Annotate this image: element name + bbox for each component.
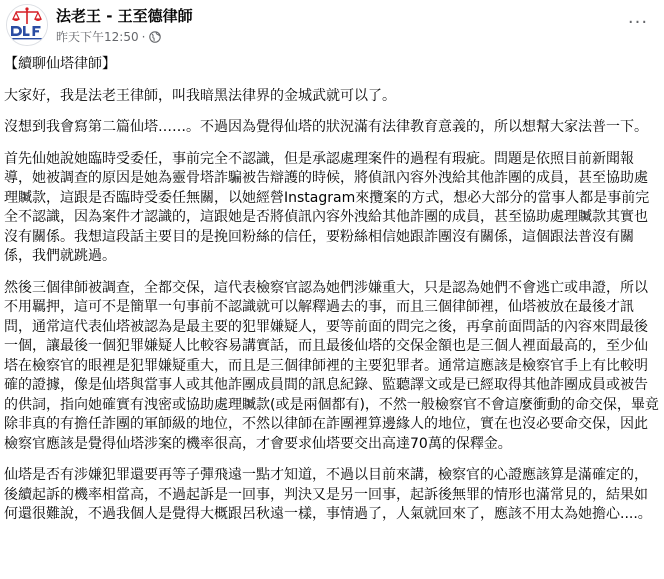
globe-icon [149, 31, 161, 43]
post-timestamp[interactable]: 昨天下午12:50 [56, 30, 139, 44]
author-name[interactable]: 法老王 - 王至德律師 [56, 7, 193, 25]
post-meta [56, 28, 161, 45]
more-options-icon[interactable]: ··· [627, 11, 649, 33]
post-paragraph: 【續聊仙塔律師】 [4, 56, 116, 72]
post-paragraph: 仙塔是否有涉嫌犯罪還要再等子彈飛遠一點才知道，不過以目前來講，檢察官的心證應該算是滿確定的，後續起訴的機率相當高，不過起訴是一回事，判決又是另一回事，起訴後無罪的情形也滿常見的，結果如何還很難說，不過我個人是覺得大概跟呂秋遠一樣，事情過了，人氣就回來了，應該不用太為她擔心....。 [4, 467, 652, 522]
scales-of-justice-logo [7, 5, 47, 45]
post-header [0, 0, 664, 52]
meta-separator: · [141, 29, 146, 44]
post-paragraph: 首先仙她說她臨時受委任，事前完全不認識，但是承認處理案件的過程有瑕疵。問題是依照目前新聞報導，她被調查的原因是她為靈骨塔詐騙被告辯護的時候，將偵訊內容外洩給其他詐團的成員，甚至協助處理贓款，這跟是否臨時受委任無關，以她經營Instagram來攬案的方式，想必大部分的當事人都是事前完全不認識，因為案件才認識的，這跟她是否將偵訊內容外洩給其他詐團的成員，甚至協助處理贓款其實也沒有關係。我想這段話主要目的是挽回粉絲的信任，要粉絲相信她跟詐團沒有關係，這個跟法普沒有關係，我們就跳過。 [4, 150, 650, 264]
avatar[interactable] [6, 4, 48, 46]
post-paragraph: 大家好，我是法老王律師，叫我暗黑法律界的金城武就可以了。 [4, 87, 396, 104]
post-paragraph: 然後三個律師被調查，全都交保，這代表檢察官認為她們涉嫌重大，只是認為她們不會逃亡或串證，所以不用羈押，這可不是簡單一句事前不認識就可以解釋過去的事，而且三個律師裡，仙塔被放在最後才訊問，通常這代表仙塔被認為是最主要的犯罪嫌疑人，要等前面的問完之後，再拿前面問話的內容來問最後一個，讓最後一個犯罪嫌疑人比較容易講實話，而且最後仙塔的交保金額也是三個人裡面最高的，至少仙塔在檢察官的眼裡是犯罪嫌疑重大，而且是三個律師裡的主要犯罪者。通常這應該是檢察官手上有比較明確的證據，像是仙塔與當事人或其他詐團成員間的訊息紀錄、監聽譯文或是已經取得其他詐團成員或被告的供詞，指向她確實有洩密或協助處理贓款(或是兩個都有)，不然一般檢察官不會這麼衝動的命交保，畢竟除非真的有擔任詐團的軍師級的地位，不然以律師在詐團裡算邊緣人的地位，實在也沒必要命交保，因此檢察官應該是覺得仙塔涉案的機率很高，才會要求仙塔要交出高達70萬的保釋金。 [4, 279, 659, 452]
post-paragraph: 沒想到我會寫第二篇仙塔……。不過因為覺得仙塔的狀況滿有法律教育意義的，所以想幫大家法普一下。 [4, 119, 648, 135]
post-body [4, 55, 660, 537]
